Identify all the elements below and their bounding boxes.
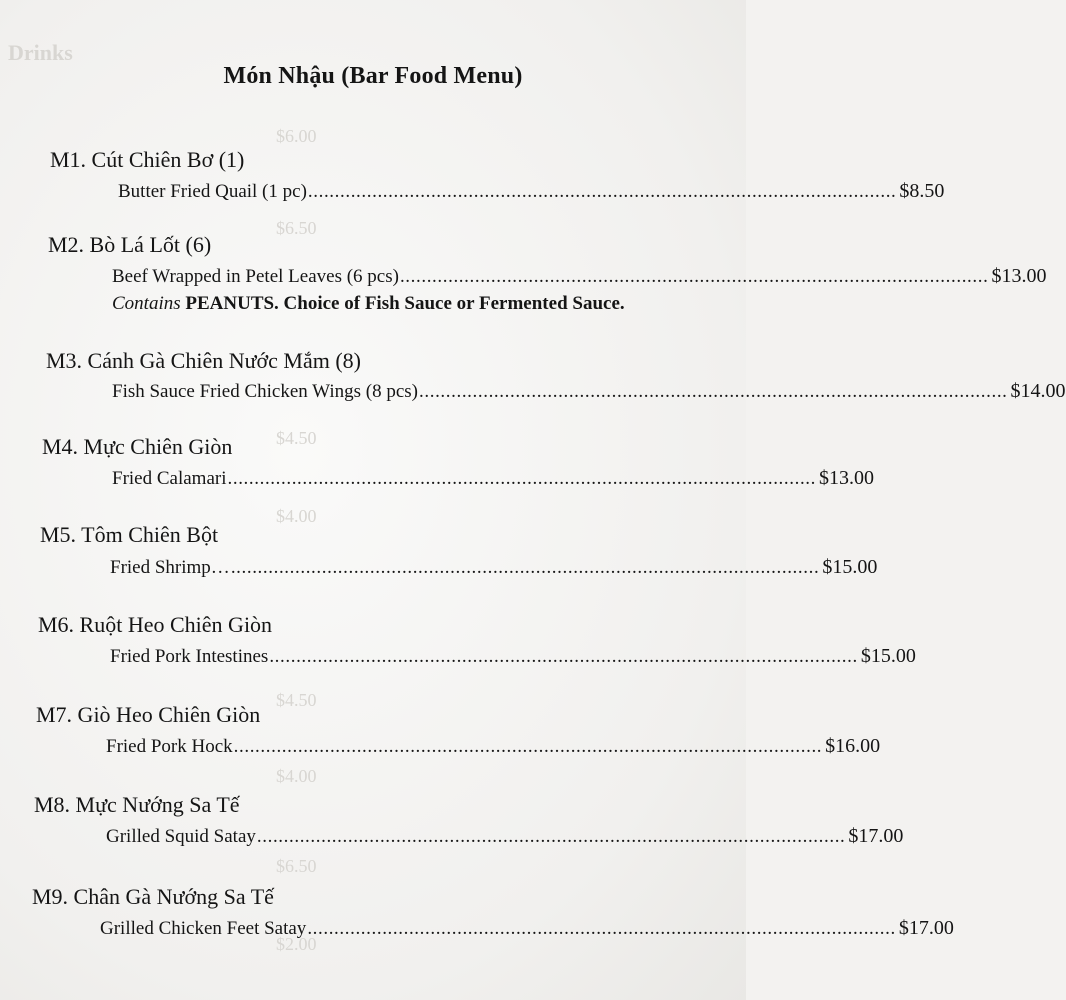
allergen-note: [112, 293, 625, 315]
dot-leader: ..............................................................................................................: [256, 826, 846, 847]
menu-item-name: M9. Chân Gà Nướng Sa Tế: [32, 884, 274, 909]
menu-item-name: M3. Cánh Gà Chiên Nước Mắm (8): [46, 348, 362, 373]
allergen-note-prefix: Contains: [112, 293, 186, 314]
bleed-through-price: $4.50: [276, 428, 317, 448]
menu-item-price: $14.00: [1010, 380, 1066, 402]
menu-item-line: [106, 735, 881, 758]
menu-item-description: Beef Wrapped in Petel Leaves (6 pcs): [112, 266, 399, 287]
menu-title: Món Nhậu (Bar Food Menu): [223, 63, 523, 89]
bleed-through-price: $4.00: [276, 766, 317, 786]
menu-item-price: $17.00: [848, 825, 904, 847]
menu-item-line: [100, 917, 954, 940]
menu-item-description: Fried Pork Intestines: [110, 646, 269, 667]
dot-leader: ..............................................................................................................: [399, 266, 989, 287]
menu-item-name: M4. Mực Chiên Giòn: [42, 434, 233, 459]
menu-item-description: Fried Shrimp…: [110, 557, 230, 578]
menu-item-description: Fried Pork Hock: [106, 736, 233, 757]
dot-leader: ..............................................................................................................: [307, 918, 896, 939]
menu-item-description: Fish Sauce Fried Chicken Wings (8 pcs): [112, 381, 419, 402]
menu-item-name: M2. Bò Lá Lốt (6): [48, 232, 212, 257]
menu-item-line: [112, 265, 1047, 288]
menu-item-name: M1. Cút Chiên Bơ (1): [50, 147, 245, 172]
menu-item-line: [112, 380, 1066, 403]
bleed-through-price: $6.00: [276, 126, 317, 146]
dot-leader: ..............................................................................................................: [227, 468, 816, 489]
bleed-through-price: $4.00: [276, 506, 317, 526]
dot-leader: ..............................................................................................................: [230, 557, 820, 578]
menu-item-price: $13.00: [819, 467, 874, 489]
menu-item-description: Fried Calamari: [112, 468, 227, 489]
menu-item-description: Butter Fried Quail (1 pc): [118, 181, 307, 202]
menu-item-price: $16.00: [825, 735, 881, 757]
bleed-through-price: $4.50: [276, 690, 317, 710]
menu-item-line: [118, 180, 945, 203]
menu-item-name: M6. Ruột Heo Chiên Giòn: [38, 612, 273, 637]
menu-item-name: M8. Mực Nướng Sa Tế: [34, 792, 240, 817]
bleed-through-price: $6.50: [276, 856, 317, 876]
dot-leader: ..............................................................................................................: [307, 181, 897, 202]
menu-item-line: [112, 467, 874, 490]
menu-item-line: [110, 556, 878, 579]
menu-item-price: $15.00: [860, 645, 916, 667]
bleed-through-price: $2.00: [276, 934, 317, 954]
menu-item-price: $15.00: [822, 556, 878, 578]
menu-item-line: [110, 645, 916, 668]
menu-item-description: Grilled Squid Satay: [106, 826, 256, 847]
allergen-note-text: PEANUTS. Choice of Fish Sauce or Fermented Sauce.: [185, 293, 625, 314]
menu-item-description: Grilled Chicken Feet Satay: [100, 918, 307, 939]
dot-leader: ..............................................................................................................: [419, 381, 1008, 402]
menu-item-price: $17.00: [898, 917, 954, 939]
bleed-through-price: $6.50: [276, 218, 317, 238]
dot-leader: ..............................................................................................................: [269, 646, 858, 667]
menu-item-line: [106, 825, 904, 848]
menu-item-price: $13.00: [991, 265, 1047, 287]
dot-leader: ..............................................................................................................: [233, 736, 823, 757]
menu-item-name: M7. Giò Heo Chiên Giòn: [36, 702, 261, 727]
menu-item-name: M5. Tôm Chiên Bột: [40, 522, 219, 547]
menu-item-price: $8.50: [899, 180, 945, 202]
bleed-through-heading: Drinks: [8, 40, 73, 65]
